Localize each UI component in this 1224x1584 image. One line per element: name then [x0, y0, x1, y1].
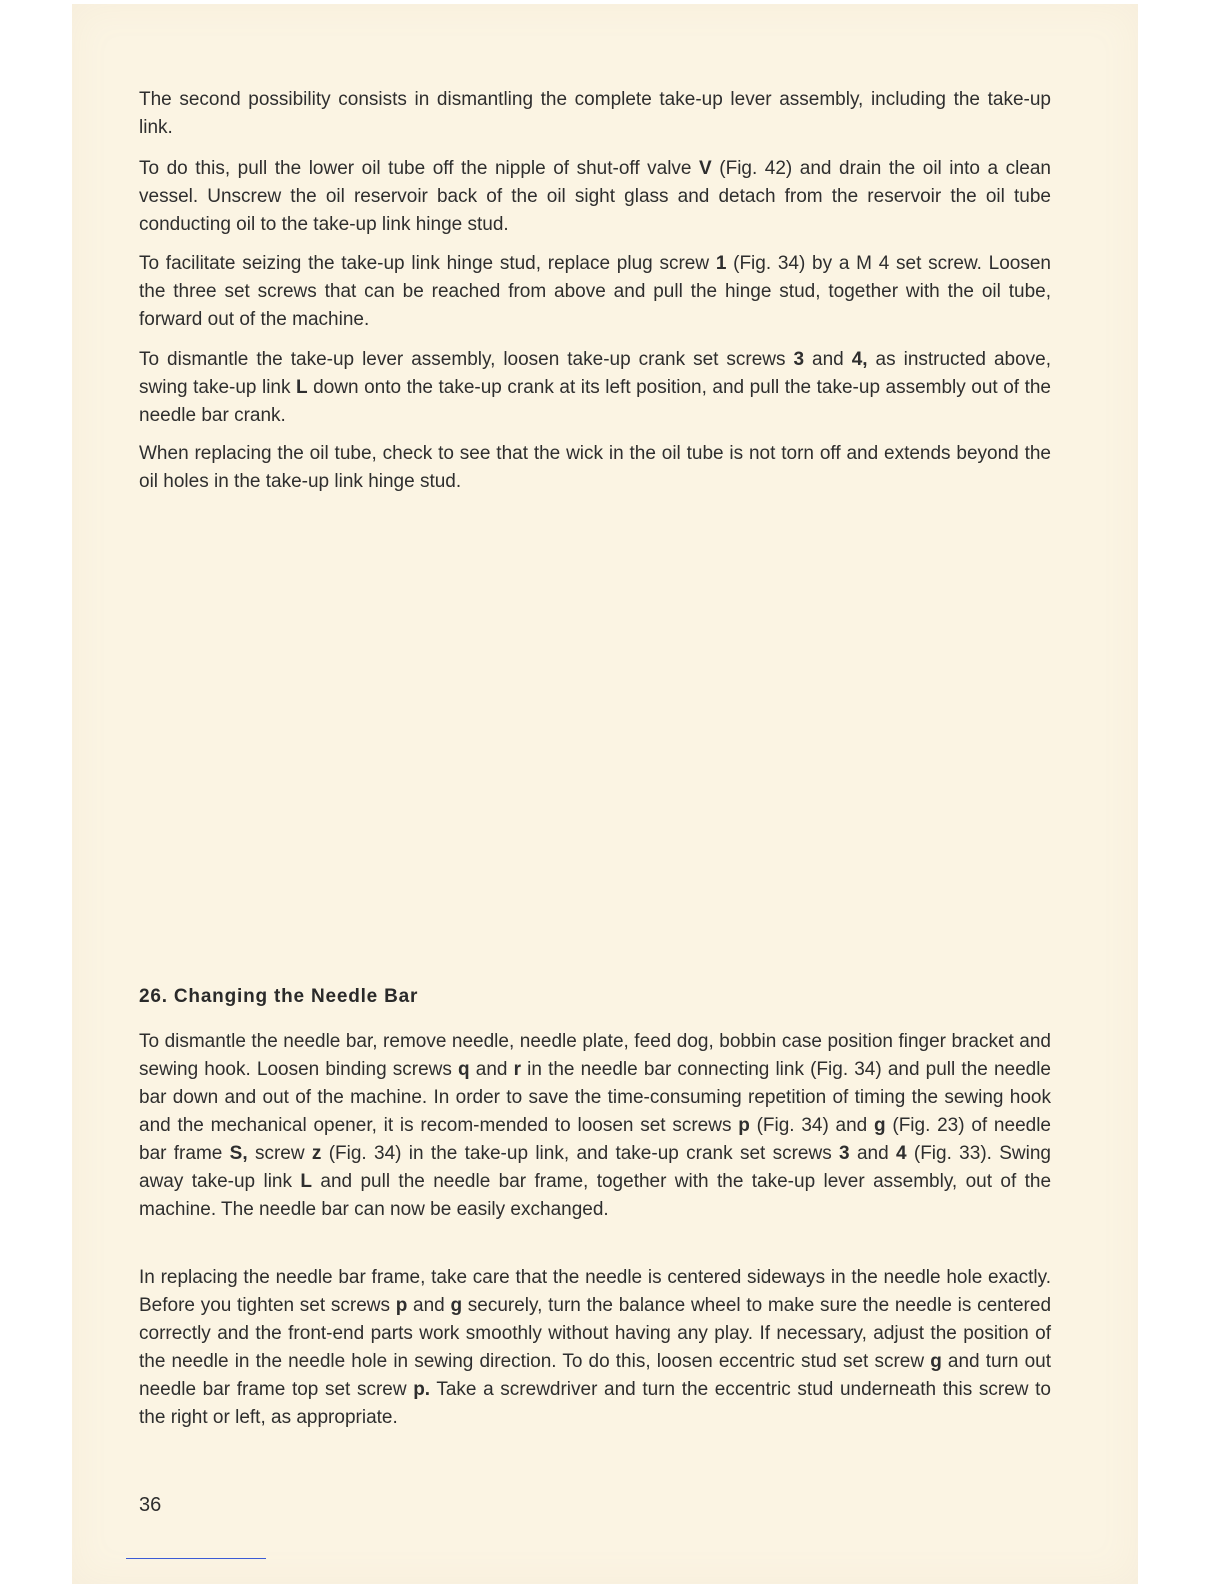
text-run: and — [469, 1059, 514, 1080]
paragraph-replacing-needle-bar-frame — [139, 1264, 1051, 1432]
text-run: Take a screwdriver and turn the eccentric stud underneath this screw to the right or left, as appropriate. — [139, 1379, 1051, 1428]
section-heading: 26. Changing the Needle Bar — [139, 986, 419, 1007]
text-run: (Fig. 42) and drain the oil into a clean vessel. Unscrew the oil reservoir back of the oil sight glass and detach from the reservoir the oil tube conducting oil to the take-up link hinge stud. — [139, 158, 1051, 235]
part-reference: g — [930, 1351, 942, 1372]
text-run: as instructed above, swing take-up link — [139, 349, 1051, 398]
text-run: To dismantle the needle bar, remove needle, needle plate, feed dog, bobbin case position finger bracket and sewing hook. Loosen binding screws — [139, 1031, 1051, 1080]
text-run: and turn out needle bar frame top set screw — [139, 1351, 1051, 1400]
text-run: and pull the needle bar frame, together with the take-up lever assembly, out of the machine. The needle bar can now be easily exchanged. — [139, 1171, 1052, 1220]
paragraph-hinge-stud — [139, 250, 1051, 334]
text-run: To do this, pull the lower oil tube off the nipple of shut-off valve — [139, 158, 700, 179]
part-reference: p. — [413, 1379, 431, 1400]
text-run: down onto the take-up crank at its left position, and pull the take-up assembly out of the needle bar crank. — [139, 377, 1051, 426]
text-run: screw — [247, 1143, 312, 1164]
part-reference: p — [395, 1295, 408, 1316]
part-reference: 4 — [895, 1143, 907, 1164]
text-run: In replacing the needle bar frame, take care that the needle is centered sideways in the needle hole exactly. Before you tighten set screws — [139, 1267, 1051, 1316]
paragraph-drain-oil — [139, 155, 1051, 239]
paragraph-replacing-oil-tube — [139, 440, 1051, 496]
part-reference: r — [513, 1059, 522, 1080]
text-run: When replacing the oil tube, check to see that the wick in the oil tube is not torn off and extends beyond the oil holes in the take-up link hinge stud. — [139, 443, 1051, 492]
part-reference: S, — [229, 1143, 248, 1164]
part-reference: g — [874, 1115, 886, 1136]
part-reference: p — [738, 1115, 750, 1136]
text-run: (Fig. 33). Swing away take-up link — [139, 1143, 1051, 1192]
footer-rule — [126, 1558, 266, 1559]
text-run: To facilitate seizing the take-up link hinge stud, replace plug screw — [139, 253, 716, 274]
text-run: and — [407, 1295, 451, 1316]
text-run: in the needle bar connecting link (Fig. 34) and pull the needle bar down and out of the machine. In order to save the time-consuming repetition of timing the sewing hook and the mechanical opener, it is recom-mended to loosen set screws — [139, 1059, 1051, 1136]
text-run: (Fig. 34) in the take-up link, and take-up crank set screws — [321, 1143, 840, 1164]
text-run: (Fig. 23) of needle bar frame — [139, 1115, 1051, 1164]
text-run: To dismantle the take-up lever assembly, loosen take-up crank set screws — [139, 349, 794, 370]
paragraph-dismantle-take-up — [139, 346, 1051, 430]
part-reference: L — [296, 377, 308, 398]
text-run: (Fig. 34) and — [749, 1115, 874, 1136]
part-reference: V — [699, 158, 712, 179]
part-reference: z — [311, 1143, 322, 1164]
part-reference: 4, — [851, 349, 868, 370]
text-run: (Fig. 34) by a M 4 set screw. Loosen the three set screws that can be reached from above and pull the hinge stud, together with the oil tube, forward out of the machine. — [139, 253, 1051, 330]
text-run: and — [849, 1143, 896, 1164]
part-reference: 3 — [839, 1143, 850, 1164]
paragraph-dismantle-needle-bar — [139, 1028, 1051, 1224]
part-reference: 1 — [715, 253, 727, 274]
page-number: 36 — [139, 1494, 162, 1516]
text-run: securely, turn the balance wheel to make sure the needle is centered correctly and the front-end parts work smoothly without having any play. If necessary, adjust the position of the needle in the needle hole in sewing direction. To do this, loosen eccentric stud set screw — [139, 1295, 1052, 1372]
paragraph-second-possibility — [139, 86, 1051, 142]
part-reference: L — [300, 1171, 312, 1192]
part-reference: g — [450, 1295, 463, 1316]
part-reference: 3 — [793, 349, 805, 370]
part-reference: q — [458, 1059, 470, 1080]
text-run: The second possibility consists in dismantling the complete take-up lever assembly, including the take-up link. — [139, 89, 1051, 138]
text-run: and — [804, 349, 852, 370]
